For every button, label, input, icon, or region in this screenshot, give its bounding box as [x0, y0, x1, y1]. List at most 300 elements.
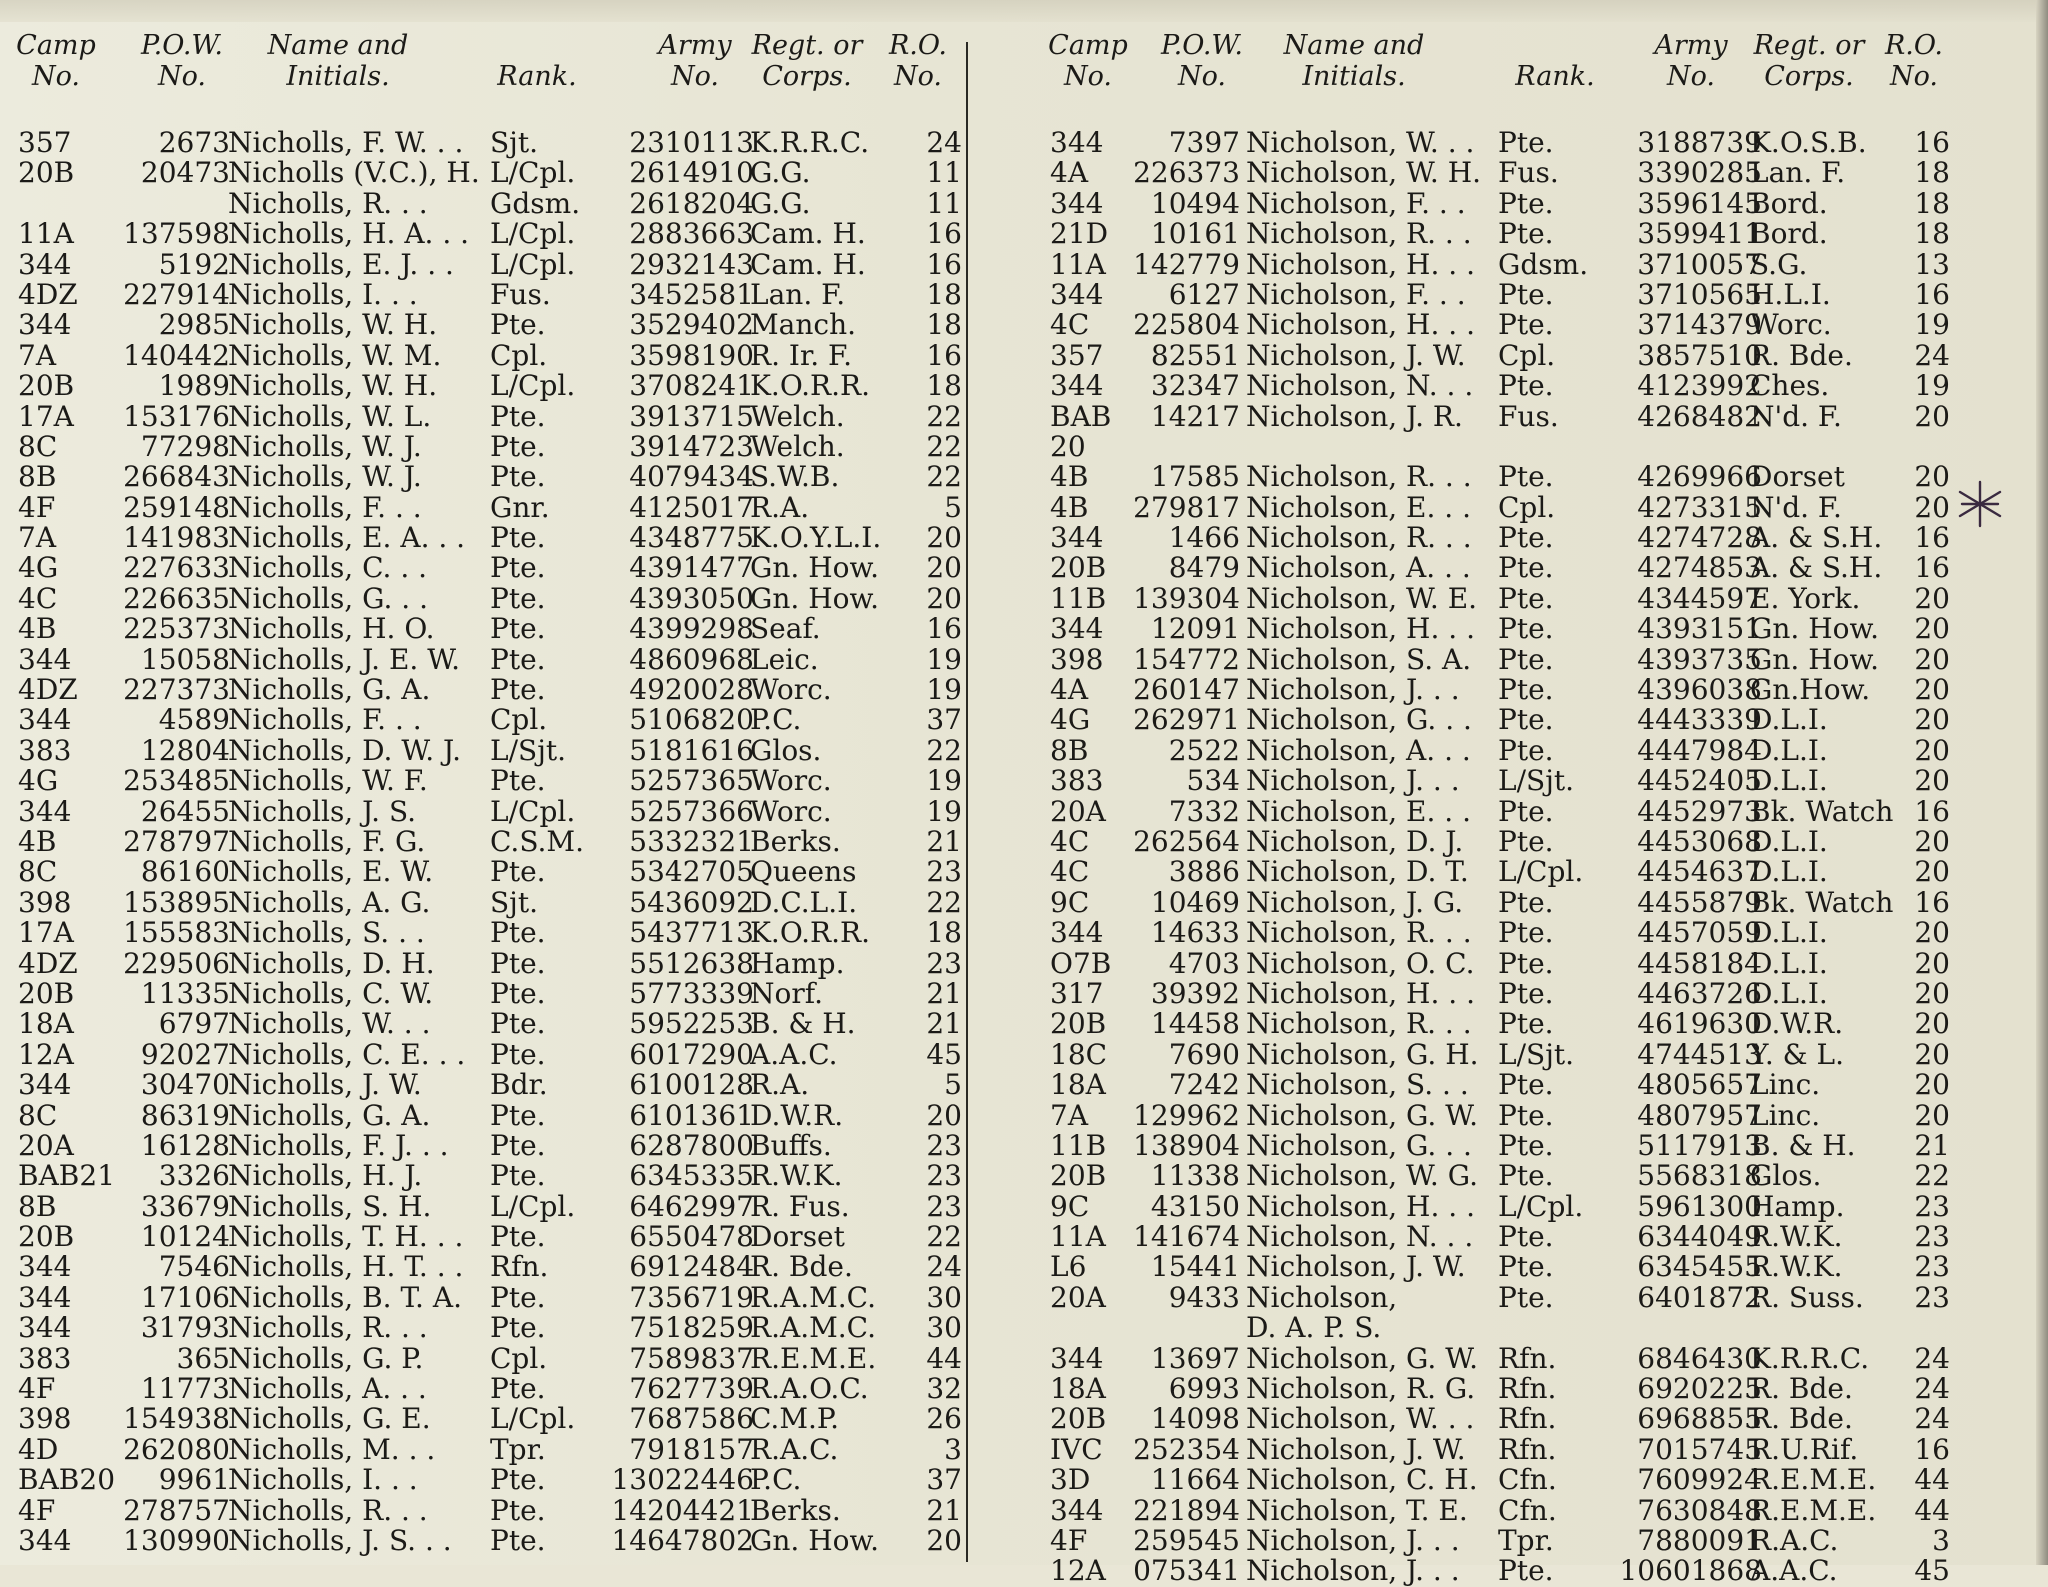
name-cell: Nicholson, F. . . — [1246, 277, 1466, 311]
name-cell: Nicholson, J. . . — [1246, 764, 1460, 798]
rank-cell: Rfn. — [1498, 1432, 1557, 1466]
pow-cell: 92027 — [140, 1037, 230, 1071]
camp-cell: 4DZ — [18, 277, 78, 311]
ro-cell: 5 — [944, 490, 962, 524]
ro-cell: 21 — [926, 1493, 962, 1527]
table-row — [1050, 490, 1950, 524]
regt-cell: R.U.Rif. — [1750, 1432, 1859, 1466]
table-row — [18, 675, 962, 705]
table-row — [18, 490, 962, 524]
camp-cell: 357 — [1050, 338, 1104, 372]
table-row — [18, 429, 962, 463]
right-header-ro-line: No. — [1890, 61, 1938, 92]
rank-cell: Pte. — [1498, 277, 1554, 311]
table-row — [18, 918, 962, 948]
regt-cell: Worc. — [750, 673, 832, 707]
table-row — [18, 976, 962, 1010]
regt-cell: K.O.Y.L.I. — [750, 521, 882, 555]
ro-cell: 19 — [926, 764, 962, 798]
camp-cell: 4F — [1050, 1523, 1088, 1557]
regt-cell: R. Bde. — [1750, 1402, 1853, 1436]
table-row — [18, 1009, 962, 1039]
pow-cell: 8479 — [1168, 551, 1240, 585]
name-cell: Nicholson, S. A. — [1246, 642, 1472, 676]
camp-cell: 4F — [18, 490, 56, 524]
rank-cell: Pte. — [490, 551, 546, 585]
pow-cell: 14098 — [1150, 1402, 1240, 1436]
name-cell: Nicholson, E. . . — [1246, 794, 1471, 828]
regt-cell: R.E.M.E. — [750, 1341, 877, 1375]
ro-cell: 26 — [926, 1402, 962, 1436]
table-row — [18, 705, 962, 735]
camp-cell: 8B — [18, 1189, 57, 1223]
name-cell: Nicholson, R. G. — [1246, 1372, 1476, 1406]
name-cell: Nicholls, A. . . — [228, 1372, 427, 1406]
table-row — [18, 462, 962, 492]
regt-cell: Welch. — [750, 399, 845, 433]
table-row — [18, 824, 962, 858]
pow-cell: 262564 — [1133, 824, 1240, 858]
army-cell: 3913715 — [629, 399, 754, 433]
regt-cell: K.R.R.C. — [1750, 1341, 1870, 1375]
left-header-camp-line: No. — [32, 61, 80, 92]
rank-cell: Pte. — [490, 1159, 546, 1193]
army-cell: 4463726 — [1637, 976, 1762, 1010]
camp-cell: 344 — [18, 642, 72, 676]
regt-cell: Gn. How. — [750, 1523, 880, 1557]
army-cell: 5437713 — [629, 916, 754, 950]
table-row — [18, 1189, 962, 1223]
army-cell: 4348775 — [629, 521, 754, 555]
rank-cell: Pte. — [490, 855, 546, 889]
army-cell: 6100128 — [629, 1068, 754, 1102]
name-cell: Nicholls, C. W. — [228, 976, 434, 1010]
regt-cell: R.W.K. — [750, 1159, 843, 1193]
army-cell: 3714379 — [1637, 308, 1762, 342]
ro-cell: 20 — [926, 551, 962, 585]
rank-cell: Rfn. — [1498, 1341, 1557, 1375]
name-cell: Nicholson, C. H. — [1246, 1463, 1478, 1497]
army-cell: 4453068 — [1637, 824, 1762, 858]
name-cell: D. A. P. S. — [1246, 1311, 1382, 1345]
rank-cell: Gnr. — [490, 490, 550, 524]
table-row — [18, 1037, 962, 1071]
pow-cell: 86319 — [140, 1098, 230, 1132]
ro-cell: 20 — [926, 581, 962, 615]
pow-cell: 7546 — [158, 1250, 230, 1284]
army-cell: 4807957 — [1637, 1098, 1762, 1132]
ro-cell: 23 — [1914, 1220, 1950, 1254]
rank-cell: Pte. — [490, 581, 546, 615]
regt-cell: D.L.I. — [1750, 703, 1828, 737]
camp-cell: 4F — [18, 1372, 56, 1406]
camp-cell: 344 — [18, 1280, 72, 1314]
name-cell: Nicholls, A. G. — [228, 885, 431, 919]
table-row — [1050, 462, 1950, 492]
rank-cell: L/Cpl. — [1498, 1189, 1584, 1223]
name-cell: Nicholls, J. S. — [228, 794, 417, 828]
name-cell: Nicholson, J. G. — [1246, 885, 1464, 919]
table-row — [1050, 1523, 1950, 1557]
table-row — [18, 277, 962, 311]
ro-cell: 20 — [1914, 824, 1950, 858]
regt-cell: R.W.K. — [1750, 1250, 1843, 1284]
pow-cell: 82551 — [1150, 338, 1240, 372]
regt-cell: D.L.I. — [1750, 855, 1828, 889]
ro-cell: 18 — [1914, 156, 1950, 190]
regt-cell: Worc. — [750, 794, 832, 828]
ro-cell: 20 — [1914, 855, 1950, 889]
camp-cell: 4F — [18, 1493, 56, 1527]
ro-cell: 20 — [1914, 612, 1950, 646]
pow-cell: 6797 — [158, 1007, 230, 1041]
regt-cell: Bord. — [1750, 186, 1828, 220]
name-cell: Nicholson, T. E. — [1246, 1493, 1468, 1527]
name-cell: Nicholls, I. . . — [228, 1463, 418, 1497]
left-header-regt — [742, 30, 872, 92]
rank-cell: Pte. — [490, 673, 546, 707]
table-row — [18, 733, 962, 767]
pow-cell: 7332 — [1168, 794, 1240, 828]
army-cell: 5436092 — [629, 885, 754, 919]
camp-cell: 398 — [18, 1402, 72, 1436]
rank-cell: Pte. — [490, 612, 546, 646]
table-row — [1050, 158, 1950, 188]
regt-cell: Y. & L. — [1750, 1037, 1844, 1071]
pow-cell: 153176 — [123, 399, 230, 433]
name-cell: Nicholson, G. W. — [1246, 1341, 1478, 1375]
ro-cell: 19 — [1914, 369, 1950, 403]
name-cell: Nicholls, W. F. — [228, 764, 428, 798]
army-cell: 13022446 — [611, 1463, 754, 1497]
table-row — [1050, 1252, 1950, 1282]
pow-cell: 17585 — [1150, 460, 1240, 494]
table-row — [18, 1465, 962, 1495]
name-cell: Nicholson, R. . . — [1246, 460, 1472, 494]
army-cell: 6344049 — [1637, 1220, 1762, 1254]
table-row — [1050, 429, 1950, 463]
table-row — [1050, 976, 1950, 1010]
ro-cell: 37 — [926, 703, 962, 737]
pow-cell: 10161 — [1150, 217, 1240, 251]
pow-cell: 15441 — [1150, 1250, 1240, 1284]
table-row — [18, 186, 962, 220]
ro-cell: 20 — [1914, 399, 1950, 433]
right-header-ro — [1874, 30, 1954, 92]
camp-cell: 20A — [1050, 1280, 1106, 1314]
ro-cell: 18 — [926, 277, 962, 311]
army-cell: 3710565 — [1637, 277, 1762, 311]
name-cell: Nicholson, W. E. — [1246, 581, 1478, 615]
ro-cell: 16 — [1914, 1432, 1950, 1466]
name-cell: Nicholls, F. J. . . — [228, 1128, 449, 1162]
table-row — [18, 310, 962, 340]
name-cell: Nicholson, J. . . — [1246, 1554, 1460, 1587]
rank-cell: Tpr. — [490, 1432, 546, 1466]
table-row — [18, 1374, 962, 1404]
rank-cell: Pte. — [1498, 460, 1554, 494]
rank-cell: Gdsm. — [1498, 247, 1589, 281]
regt-cell: Buffs. — [750, 1128, 832, 1162]
army-cell: 4393735 — [1637, 642, 1762, 676]
table-row — [1050, 1280, 1950, 1314]
pow-cell: 262971 — [1133, 703, 1240, 737]
army-cell: 5257366 — [629, 794, 754, 828]
table-row — [18, 523, 962, 553]
pow-cell: 278797 — [123, 824, 230, 858]
table-row — [18, 1222, 962, 1252]
name-cell: Nicholls, F. G. — [228, 824, 426, 858]
right-header-army — [1636, 30, 1746, 92]
ro-cell: 20 — [1914, 916, 1950, 950]
right-table-body — [1050, 128, 1950, 1587]
pow-cell: 130990 — [123, 1523, 230, 1557]
table-row — [1050, 857, 1950, 887]
table-row — [1050, 1493, 1950, 1527]
regt-cell: R.A. — [750, 1068, 810, 1102]
camp-cell: 11B — [1050, 581, 1107, 615]
army-cell: 6550478 — [629, 1220, 754, 1254]
name-cell: Nicholls, H. J. — [228, 1159, 423, 1193]
right-header-rank-line: Rank. — [1515, 61, 1595, 92]
pow-cell: 2985 — [158, 308, 230, 342]
pow-cell: 26455 — [140, 794, 230, 828]
pow-cell: 141983 — [123, 521, 230, 555]
army-cell: 7015745 — [1637, 1432, 1762, 1466]
name-cell: Nicholls, B. T. A. — [228, 1280, 462, 1314]
ro-cell: 20 — [1914, 1007, 1950, 1041]
pow-cell: 5192 — [158, 247, 230, 281]
left-header-name-line: Name and — [267, 30, 409, 61]
army-cell: 5342705 — [629, 855, 754, 889]
table-row — [1050, 1189, 1950, 1223]
ro-cell: 45 — [926, 1037, 962, 1071]
table-row — [1050, 1313, 1950, 1343]
name-cell: Nicholson, G. W. — [1246, 1098, 1478, 1132]
pow-cell: 3326 — [158, 1159, 230, 1193]
army-cell: 7627739 — [629, 1372, 754, 1406]
regt-cell: N'd. F. — [1750, 399, 1842, 433]
name-cell: Nicholson, H. . . — [1246, 612, 1475, 646]
regt-cell: Gn. How. — [750, 551, 880, 585]
ro-cell: 44 — [1914, 1493, 1950, 1527]
name-cell: Nicholson, J. W. — [1246, 338, 1466, 372]
right-column — [1050, 30, 1950, 1587]
regt-cell: Cam. H. — [750, 217, 866, 251]
camp-cell: 11B — [1050, 1128, 1107, 1162]
table-row — [1050, 338, 1950, 372]
ro-cell: 23 — [1914, 1280, 1950, 1314]
table-row — [1050, 399, 1950, 433]
camp-cell: 7A — [1050, 1098, 1089, 1132]
camp-cell: 3D — [1050, 1463, 1091, 1497]
name-cell: Nicholls, W. M. — [228, 338, 442, 372]
ro-cell: 24 — [1914, 1402, 1950, 1436]
regt-cell: S.G. — [1750, 247, 1808, 281]
camp-cell: 20 — [1050, 429, 1086, 463]
name-cell: Nicholls, W. . . — [228, 1007, 431, 1041]
regt-cell: D.L.I. — [1750, 764, 1828, 798]
regt-cell: Lan. F. — [750, 277, 846, 311]
name-cell: Nicholson, F. . . — [1246, 186, 1466, 220]
army-cell: 6345335 — [629, 1159, 754, 1193]
pow-cell: 30470 — [140, 1068, 230, 1102]
left-header-name — [258, 30, 418, 92]
army-cell: 14647802 — [611, 1523, 754, 1557]
camp-cell: 4G — [1050, 703, 1091, 737]
regt-cell: Hamp. — [1750, 1189, 1845, 1223]
right-header-army-line: No. — [1667, 61, 1715, 92]
camp-cell: 383 — [1050, 764, 1104, 798]
rank-cell: Pte. — [1498, 916, 1554, 950]
camp-cell: 21D — [1050, 217, 1109, 251]
camp-cell: 344 — [1050, 1493, 1104, 1527]
camp-cell: 20B — [18, 976, 75, 1010]
regt-cell: Worc. — [1750, 308, 1832, 342]
army-cell: 7518259 — [629, 1311, 754, 1345]
table-row — [18, 1128, 962, 1162]
ro-cell: 20 — [1914, 490, 1950, 524]
pow-cell: 20473 — [140, 156, 230, 190]
name-cell: Nicholson, J. . . — [1246, 673, 1460, 707]
pow-cell: 259545 — [1133, 1523, 1240, 1557]
rank-cell: Pte. — [1498, 885, 1554, 919]
ro-cell: 24 — [1914, 1341, 1950, 1375]
rank-cell: Pte. — [490, 1311, 546, 1345]
ro-cell: 20 — [926, 1098, 962, 1132]
regt-cell: C.M.P. — [750, 1402, 839, 1436]
table-row — [1050, 1432, 1950, 1466]
regt-cell: R.A.C. — [750, 1432, 839, 1466]
rank-cell: L/Cpl. — [490, 217, 576, 251]
table-row — [1050, 733, 1950, 767]
army-cell: 3710057 — [1637, 247, 1762, 281]
handwritten-asterisk-annotation — [1954, 478, 2006, 530]
table-row — [1050, 824, 1950, 858]
rank-cell: Pte. — [490, 399, 546, 433]
table-row — [1050, 1009, 1950, 1039]
ro-cell: 23 — [1914, 1250, 1950, 1284]
rank-cell: Cpl. — [1498, 490, 1556, 524]
table-row — [1050, 553, 1950, 583]
pow-cell: 253485 — [123, 764, 230, 798]
rank-cell: Fus. — [490, 277, 551, 311]
pow-cell: 226635 — [123, 581, 230, 615]
table-row — [18, 1161, 962, 1191]
ro-cell: 19 — [1914, 308, 1950, 342]
pow-cell: 266843 — [123, 460, 230, 494]
ro-cell: 22 — [1914, 1159, 1950, 1193]
camp-cell: 344 — [18, 247, 72, 281]
camp-cell: 20A — [1050, 794, 1106, 828]
right-header-ro-line: R.O. — [1884, 30, 1944, 61]
ro-cell: 16 — [1914, 551, 1950, 585]
camp-cell: 11A — [18, 217, 74, 251]
ro-cell: 45 — [1914, 1554, 1950, 1587]
camp-cell: 8C — [18, 855, 58, 889]
regt-cell: K.O.S.B. — [1750, 126, 1867, 159]
ro-cell: 24 — [1914, 1372, 1950, 1406]
name-cell: Nicholson, W. . . — [1246, 1402, 1475, 1436]
ro-cell: 16 — [1914, 126, 1950, 159]
right-header-name-line: Initials. — [1302, 61, 1406, 92]
pow-cell: 15058 — [140, 642, 230, 676]
camp-cell: 344 — [18, 1068, 72, 1102]
pow-cell: 279817 — [1133, 490, 1240, 524]
regt-cell: A.A.C. — [1750, 1554, 1838, 1587]
name-cell: Nicholson, W. H. — [1246, 156, 1482, 190]
rank-cell: Rfn. — [490, 1250, 549, 1284]
army-cell: 6920225 — [1637, 1372, 1762, 1406]
pow-cell: 7690 — [1168, 1037, 1240, 1071]
name-cell: Nicholson, R. . . — [1246, 217, 1472, 251]
name-cell: Nicholls, W. L. — [228, 399, 432, 433]
pow-cell: 259148 — [123, 490, 230, 524]
right-header-name — [1274, 30, 1434, 92]
name-cell: Nicholls, W. J. — [228, 460, 422, 494]
pow-cell: 262080 — [123, 1432, 230, 1466]
table-row — [18, 399, 962, 433]
rank-cell: Pte. — [490, 1007, 546, 1041]
camp-cell: 7A — [18, 521, 57, 555]
army-cell: 4452973 — [1637, 794, 1762, 828]
army-cell: 4123992 — [1637, 369, 1762, 403]
name-cell: Nicholson, D. T. — [1246, 855, 1469, 889]
ro-cell: 5 — [944, 1068, 962, 1102]
left-table-header — [18, 30, 962, 128]
pow-cell: 137598 — [123, 217, 230, 251]
ro-cell: 19 — [926, 673, 962, 707]
camp-cell: 4B — [18, 612, 57, 646]
camp-cell: 11A — [1050, 1220, 1106, 1254]
pow-cell: 14217 — [1150, 399, 1240, 433]
left-table-body — [18, 128, 962, 1556]
name-cell: Nicholls, C. E. . . — [228, 1037, 466, 1071]
regt-cell: Manch. — [750, 308, 857, 342]
regt-cell: R.E.M.E. — [1750, 1493, 1877, 1527]
camp-cell: 4DZ — [18, 946, 78, 980]
army-cell: 4079434 — [629, 460, 754, 494]
ro-cell: 21 — [926, 824, 962, 858]
table-row — [18, 1252, 962, 1282]
ro-cell: 16 — [1914, 277, 1950, 311]
army-cell: 5117913 — [1637, 1128, 1762, 1162]
regt-cell: Glos. — [750, 733, 822, 767]
ro-cell: 22 — [926, 1220, 962, 1254]
name-cell: Nicholls, G. P. — [228, 1341, 424, 1375]
rank-cell: Pte. — [1498, 946, 1554, 980]
table-row — [1050, 1341, 1950, 1375]
pow-cell: 2673 — [158, 126, 230, 159]
rank-cell: Rfn. — [1498, 1402, 1557, 1436]
table-row — [1050, 128, 1950, 158]
rank-cell: Pte. — [490, 429, 546, 463]
table-row — [18, 794, 962, 828]
rank-cell: Pte. — [1498, 703, 1554, 737]
regt-cell: P.C. — [750, 1463, 802, 1497]
table-row — [1050, 1556, 1950, 1586]
pow-cell: 10124 — [140, 1220, 230, 1254]
camp-cell: 344 — [1050, 186, 1104, 220]
regt-cell: R.E.M.E. — [1750, 1463, 1877, 1497]
regt-cell: Gn. How. — [750, 581, 880, 615]
rank-cell: Pte. — [490, 460, 546, 494]
name-cell: Nicholson, J. W. — [1246, 1432, 1466, 1466]
left-header-pow-line: P.O.W. — [140, 30, 224, 61]
left-header-rank-line: Rank. — [497, 61, 577, 92]
army-cell: 5332321 — [629, 824, 754, 858]
name-cell: Nicholls, G. E. — [228, 1402, 431, 1436]
